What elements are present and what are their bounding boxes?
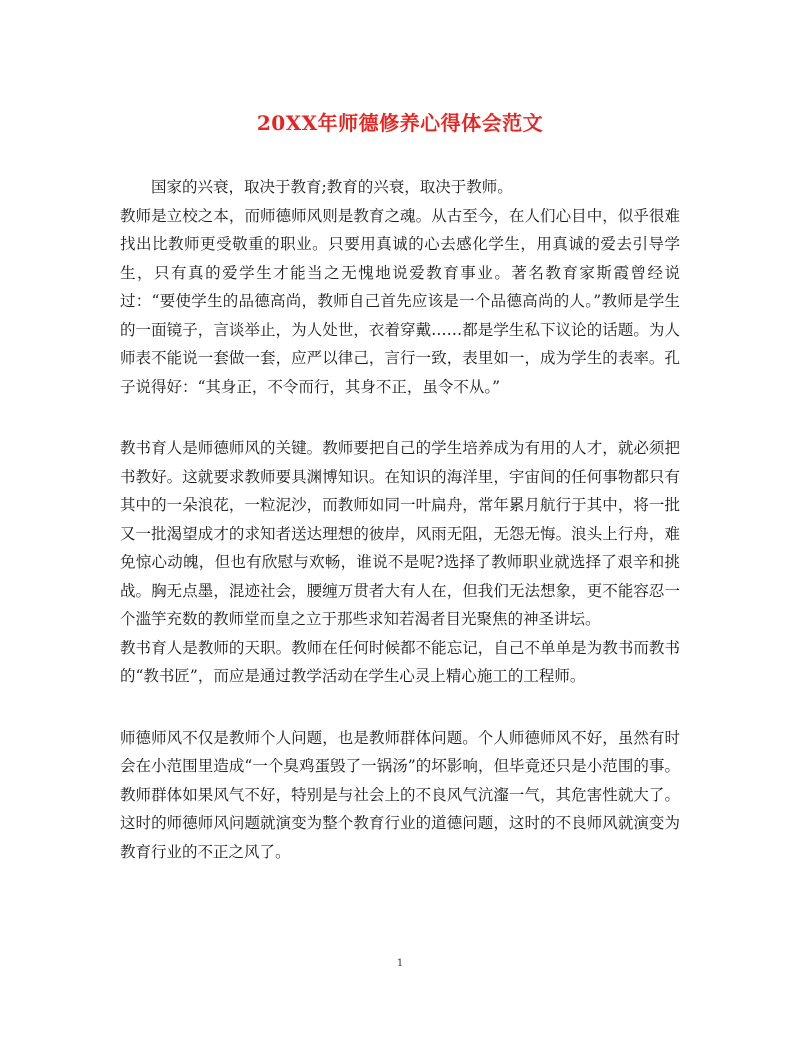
paragraph-gap — [120, 401, 680, 434]
document-body — [120, 173, 680, 866]
paragraph: 师德师风不仅是教师个人问题，也是教师群体问题。个人师德师风不好，虽然有时会在小范围里造成“一个臭鸡蛋毁了一锅汤”的坏影响，但毕竟还只是小范围的事。教师群体如果风气不好，特别是与社会上的不良风气沆瀣一气，其危害性就大了。这时的师德师风问题就演变为整个教育行业的道德问题，这时的不良师风就演变为教育行业的不正之风了。 — [120, 728, 680, 861]
paragraph-gap — [120, 691, 680, 724]
paragraph: 教师是立校之本，而师德师风则是教育之魂。从古至今，在人们心目中，似乎很难找出比教师更受敬重的职业。只要用真诚的心去感化学生，用真诚的爱去引导学生，只有真的爱学生才能当之无愧地说爱教育事业。著名教育家斯霞曾经说过：“要使学生的品德高尚，教师自己首先应该是一个品德高尚的人。”教师是学生的一面镜子，言谈举止，为人处世，衣着穿戴……都是学生私下议论的话题。为人师表不能说一套做一套，应严以律己，言行一致，表里如一，成为学生的表率。孔子说得好：“其身正，不令而行，其身不正，虽令不从。” — [120, 206, 680, 396]
paragraph: 国家的兴衰，取决于教育;教育的兴衰，取决于教师。 — [151, 178, 513, 196]
document-title: 20XX年师德修养心得体会范文 — [256, 111, 544, 135]
page-number: 1 — [396, 958, 404, 969]
paragraph: 教书育人是教师的天职。教师在任何时候都不能忘记，自己不单单是为教书而教书的“教书匠”，而应是通过教学活动在学生心灵上精心施工的工程师。 — [120, 638, 680, 685]
paragraph: 教书育人是师德师风的关键。教师要把自己的学生培养成为有用的人才，就必须把书教好。这就要求教师要具渊博知识。在知识的海洋里，宇宙间的任何事物都只有其中的一朵浪花，一粒泥沙，而教师如同一叶扁舟，常年累月航行于其中，将一批又一批渴望成才的求知者送达理想的彼岸，风雨无阻，无怨无悔。浪头上行舟，难免惊心动魄，但也有欣慰与欢畅，谁说不是呢?选择了教师职业就选择了艰辛和挑战。胸无点墨，混迹社会，腰缠万贯者大有人在，但我们无法想象，更不能容忍一个滥竽充数的教师堂而皇之立于那些求知若渴者目光聚焦的神圣讲坛。 — [120, 439, 680, 628]
